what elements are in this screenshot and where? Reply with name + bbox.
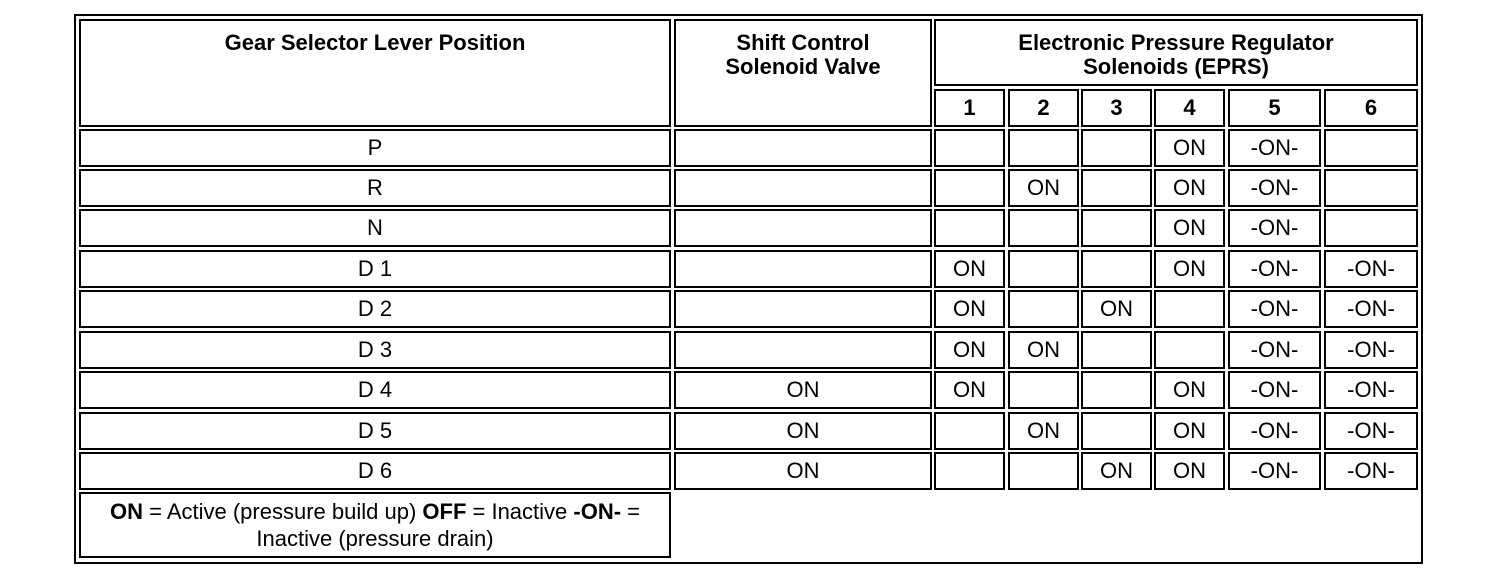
table-row-eprs-1: ON [934,331,1005,369]
table-row-eprs-6: -ON- [1324,290,1418,328]
table-row-eprs-2 [1008,371,1079,409]
table-row-position: D 1 [79,250,671,288]
table-row-eprs-2 [1008,290,1079,328]
table-row-shift [674,290,932,328]
table-row-eprs-4: ON [1154,452,1225,490]
table-row-eprs-3 [1081,209,1152,247]
table-row-eprs-2 [1008,209,1079,247]
header-eprs: Electronic Pressure Regulator Solenoids (EPRS) [934,19,1418,86]
table-row-eprs-1 [934,209,1005,247]
table-row-shift: ON [674,452,932,490]
eprs-number-1: 1 [934,89,1005,127]
table-row-eprs-3 [1081,129,1152,167]
table-row-eprs-2 [1008,250,1079,288]
table-row-eprs-3: ON [1081,452,1152,490]
table-row-eprs-6: -ON- [1324,371,1418,409]
legend-drain-term: -ON- [573,499,622,524]
table-row-shift [674,331,932,369]
table-row-eprs-5: -ON- [1228,250,1321,288]
table-row-shift: ON [674,412,932,450]
table-row-position: D 4 [79,371,671,409]
table-row-position: D 2 [79,290,671,328]
legend-on-term: ON [109,499,143,524]
table-row-eprs-2 [1008,452,1079,490]
table-row-position: R [79,169,671,207]
eprs-number-4: 4 [1154,89,1225,127]
table-row-eprs-1 [934,452,1005,490]
legend-drain-desc: = Inactive (pressure drain) [256,499,641,551]
table-row-eprs-5: -ON- [1228,169,1321,207]
table-row-position: D 5 [79,412,671,450]
table-row-eprs-1: ON [934,371,1005,409]
table-row-eprs-4: ON [1154,371,1225,409]
table-row-eprs-6: -ON- [1324,452,1418,490]
header-shift-control-solenoid: Shift Control Solenoid Valve [674,19,932,127]
table-row-eprs-5: -ON- [1228,331,1321,369]
table-row-eprs-3 [1081,169,1152,207]
table-row-eprs-4 [1154,290,1225,328]
table-row-eprs-1 [934,169,1005,207]
table-row-eprs-5: -ON- [1228,209,1321,247]
table-row-eprs-4: ON [1154,169,1225,207]
eprs-number-3: 3 [1081,89,1152,127]
table-row-shift: ON [674,371,932,409]
eprs-number-2: 2 [1008,89,1079,127]
table-row-eprs-3 [1081,371,1152,409]
table-row-position: P [79,129,671,167]
table-row-eprs-5: -ON- [1228,371,1321,409]
table-row-eprs-5: -ON- [1228,412,1321,450]
table-row-position: D 6 [79,452,671,490]
table-row-eprs-4: ON [1154,250,1225,288]
header-gear-selector-position: Gear Selector Lever Position [79,19,671,127]
table-row-shift [674,169,932,207]
eprs-number-5: 5 [1228,89,1321,127]
table-row-eprs-3 [1081,412,1152,450]
table-row-eprs-6 [1324,129,1418,167]
table-row-eprs-6 [1324,209,1418,247]
table-row-eprs-3 [1081,331,1152,369]
table-row-eprs-5: -ON- [1228,129,1321,167]
table-row-shift [674,209,932,247]
table-row-shift [674,129,932,167]
table-row-eprs-2: ON [1008,169,1079,207]
table-row-eprs-1: ON [934,290,1005,328]
legend-on-desc: = Active (pressure build up) [142,499,423,524]
table-row-position: N [79,209,671,247]
table-row-eprs-3 [1081,250,1152,288]
table-row-eprs-3: ON [1081,290,1152,328]
table-row-eprs-4 [1154,331,1225,369]
table-row-eprs-4: ON [1154,129,1225,167]
eprs-number-6: 6 [1324,89,1418,127]
table-row-eprs-1 [934,129,1005,167]
table-row-eprs-1: ON [934,250,1005,288]
table-row-eprs-6: -ON- [1324,331,1418,369]
legend-off-term: OFF [422,499,467,524]
table-row-eprs-2: ON [1008,331,1079,369]
table-row-shift [674,250,932,288]
table-row-eprs-4: ON [1154,209,1225,247]
table-row-eprs-4: ON [1154,412,1225,450]
legend [79,492,671,558]
table-row-eprs-1 [934,412,1005,450]
table-row-eprs-6: -ON- [1324,250,1418,288]
table-row-eprs-5: -ON- [1228,452,1321,490]
table-row-eprs-2: ON [1008,412,1079,450]
table-row-eprs-2 [1008,129,1079,167]
table-row-eprs-6 [1324,169,1418,207]
legend-text [81,498,669,552]
table-row-position: D 3 [79,331,671,369]
table-row-eprs-6: -ON- [1324,412,1418,450]
table-row-eprs-5: -ON- [1228,290,1321,328]
legend-off-desc: = Inactive [466,499,574,524]
